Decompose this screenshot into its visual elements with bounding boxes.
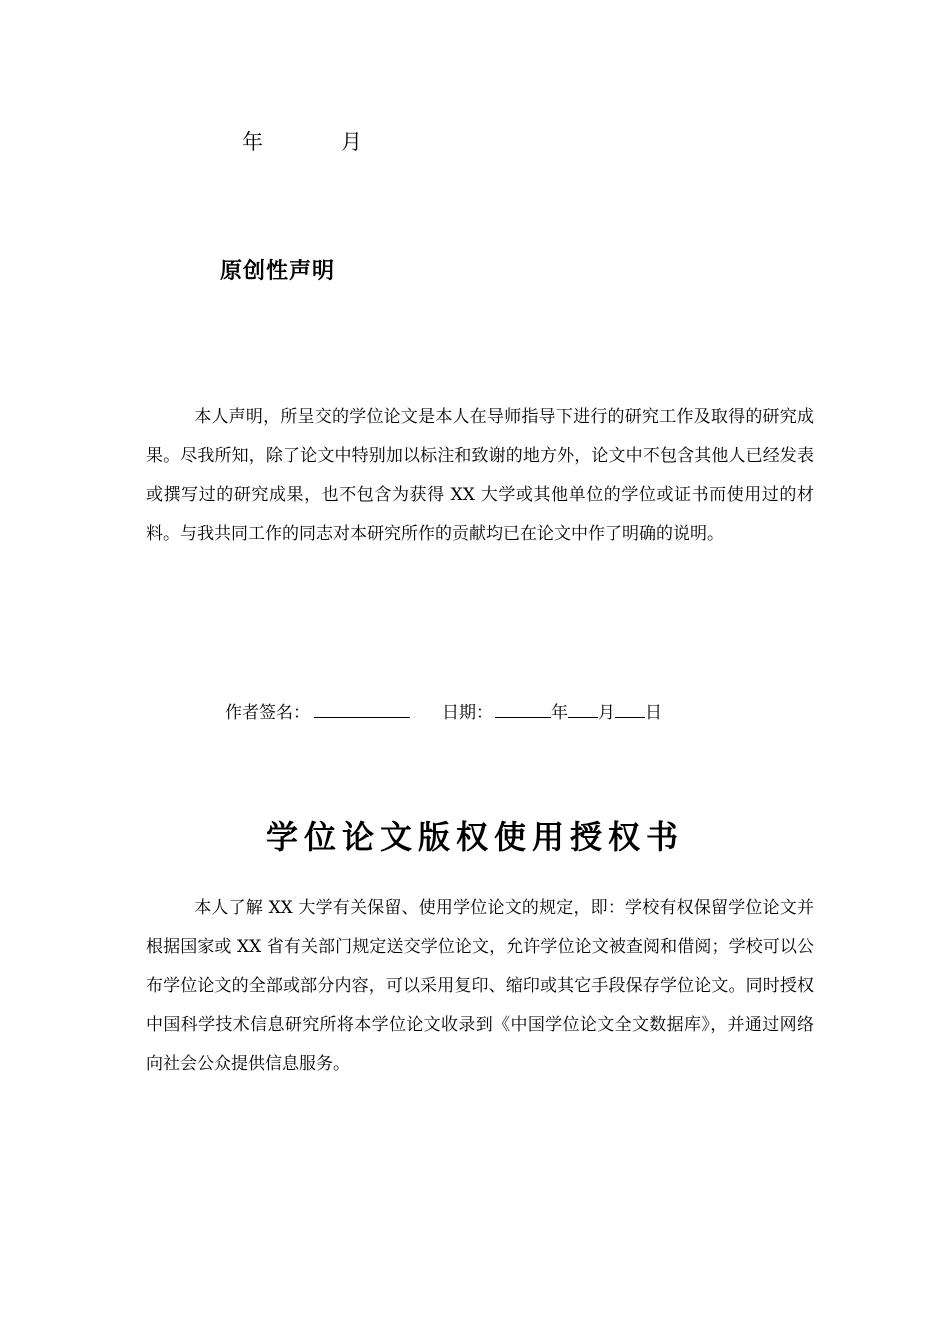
top-date-line: [242, 126, 362, 156]
copyright-text: 本人了解 XX 大学有关保留、使用学位论文的规定，即：学校有权保留学位论文并根据国家或 XX 省有关部门规定送交学位论文，允许学位论文被查阅和借阅；学校可以公布学位论文的全部或部分内容，可以采用复印、缩印或其它手段保存学位论文。同时授权中国科学技术信息研究所将本学位论文收录到《中国学位论文全文数据库》，并通过网络向社会公众提供信息服务。: [146, 898, 814, 1074]
sign-month-label: 月: [598, 703, 615, 723]
year-label: 年: [242, 130, 263, 154]
copyright-paragraph: [146, 889, 814, 1084]
month-label: 月: [341, 130, 362, 154]
originality-title: 原创性声明: [220, 259, 336, 284]
month-field[interactable]: [568, 699, 598, 718]
copyright-title: 学位论文版权使用授权书: [265, 818, 684, 856]
author-signature-label: 作者签名：: [225, 703, 310, 723]
signature-row: [225, 698, 662, 723]
originality-text: 本人声明，所呈交的学位论文是本人在导师指导下进行的研究工作及取得的研究成果。尽我所知，除了论文中特别加以标注和致谢的地方外，论文中不包含其他人已经发表或撰写过的研究成果，也不包含为获得 XX 大学或其他单位的学位或证书而使用过的材料。与我共同工作的同志对本研究所作的贡献均已在论文中作了明确的说明。: [146, 407, 814, 544]
date-label: 日期：: [442, 703, 493, 723]
author-signature-field[interactable]: [314, 699, 410, 718]
day-field[interactable]: [615, 699, 645, 718]
originality-paragraph: [146, 398, 814, 554]
sign-day-label: 日: [645, 703, 662, 723]
sign-year-label: 年: [551, 703, 568, 723]
year-field[interactable]: [495, 699, 551, 718]
